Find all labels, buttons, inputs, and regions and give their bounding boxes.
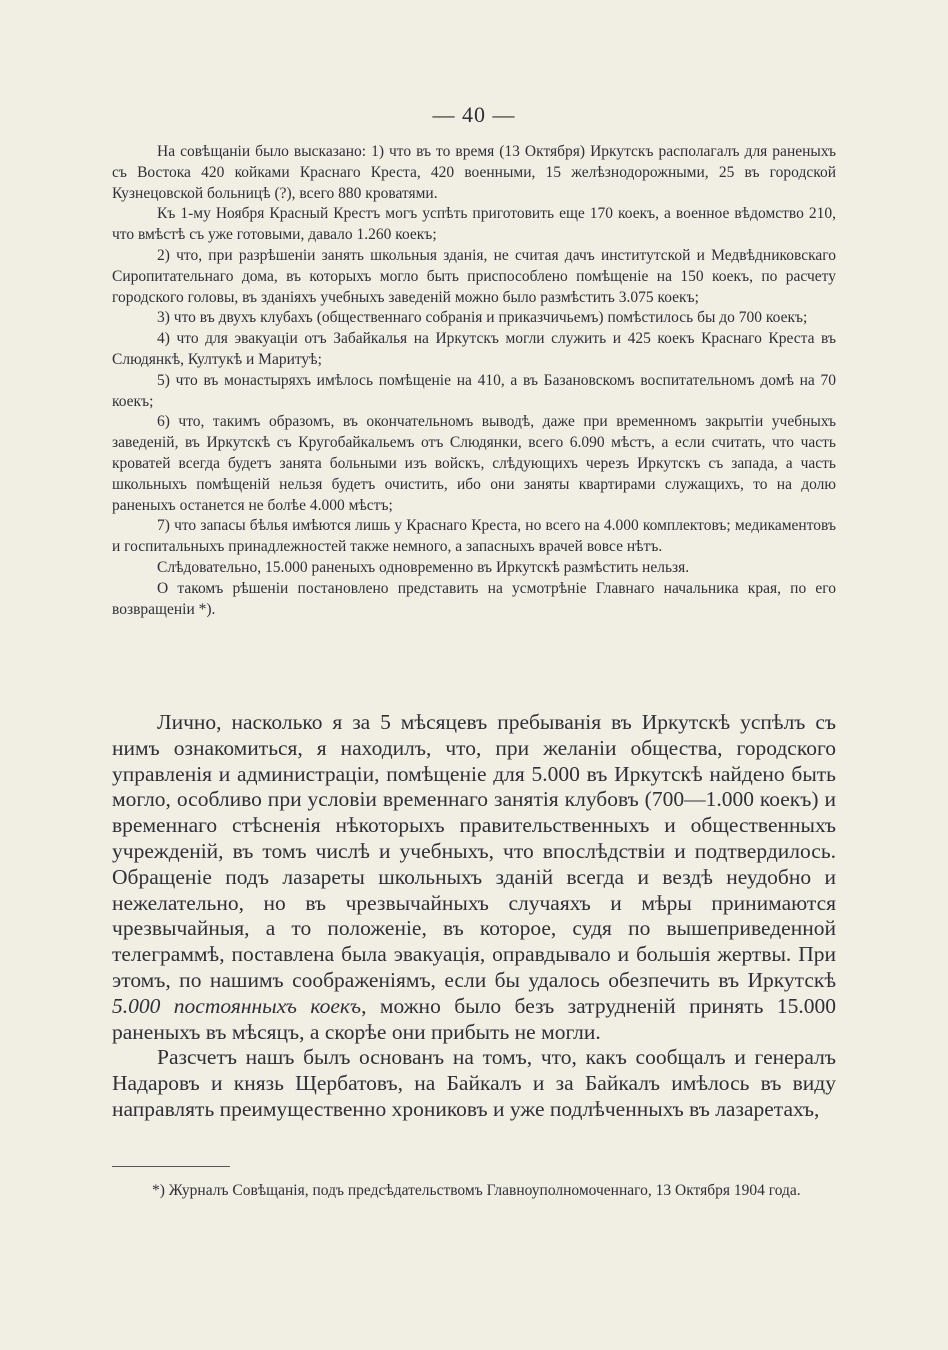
meeting-paragraph: 2) что, при разрѣшеніи занять школьныя зданія, не считая дачъ институтской и Медвѣдниковскаго Сиропитательнаго дома, въ которыхъ могло быть приспособлено помѣщеніе на 150 коекъ, по расчету городского головы, въ зданіяхъ учебныхъ заведеній можно было размѣстить 3.075 коекъ; — [112, 246, 836, 306]
meeting-paragraph: Слѣдовательно, 15.000 раненыхъ одновременно въ Иркутскѣ размѣстить нельзя. — [157, 558, 690, 576]
meeting-paragraph: 5) что въ монастыряхъ имѣлось помѣщеніе на 410, а въ Базановскомъ воспитательномъ домѣ на 70 коекъ; — [112, 371, 836, 410]
meeting-paragraph: 7) что запасы бѣлья имѣются лишь у Краснаго Креста, но всего на 4.000 комплектовъ; медикаментовъ и госпитальныхъ принадлежностей также немного, а запасныхъ врачей вовсе нѣтъ. — [112, 517, 836, 556]
main-paragraph: Разсчетъ нашъ былъ основанъ на томъ, что, какъ сообщалъ и генералъ Надаровъ и князь Щербатовъ, на Байкалъ и за Байкалъ имѣлось въ виду направлять преимущественно хрониковъ и уже подлѣченныхъ въ лазаретахъ, — [112, 1045, 836, 1121]
footnote-rule — [112, 1166, 230, 1167]
main-text-block — [112, 710, 836, 1123]
page-number: — 40 — — [432, 102, 516, 127]
meeting-summary-block — [112, 142, 836, 620]
meeting-paragraph: Къ 1-му Ноября Красный Крестъ могъ успѣть приготовить еще 170 коекъ, а военное вѣдомство 210, что вмѣстѣ съ уже готовыми, давало 1.260 коекъ; — [112, 205, 836, 244]
meeting-paragraph: На совѣщаніи было высказано: 1) что въ то время (13 Октября) Иркутскъ располагалъ для раненыхъ съ Востока 420 койками Краснаго Креста, 420 военными, 15 желѣзнодорожными, 25 въ городской Кузнецовской больницѣ (?), всего 880 кроватями. — [112, 143, 836, 202]
meeting-paragraph: О такомъ рѣшеніи постановлено представить на усмотрѣніе Главнаго начальника края, по его возвращеніи *). — [112, 579, 836, 618]
main-text-span: Лично, насколько я за 5 мѣсяцевъ пребыванія въ Иркутскѣ успѣлъ съ нимъ ознакомиться, я находилъ, что, при желаніи общества, городского управленія и администраціи, помѣщеніе для 5.000 въ Иркутскѣ найдено быть могло, особливо при условіи временнаго занятія клубовъ (700—1.000 коекъ) и временнаго стѣсненія нѣкоторыхъ правительственныхъ и общественныхъ учрежденій, въ томъ числѣ и учебныхъ, что впослѣдствіи и подтвердилось. Обращеніе подъ лазареты школьныхъ зданій всегда и вездѣ неудобно и нежелательно, но въ чрезвычайныхъ случаяхъ и мѣры принимаются чрезвычайныя, а то положеніе, въ которое, судя по вышеприведенной телеграммѣ, поставлена была эвакуація, оправдывало и большія жертвы. При этомъ, по нашимъ соображеніямъ, если бы удалось обезпечить въ Иркутскѣ — [112, 710, 836, 992]
footnote — [112, 1180, 836, 1201]
main-paragraph — [112, 710, 836, 1045]
footnote-text: *) Журналъ Совѣщанія, подъ предсѣдательствомъ Главноуполномоченнаго, 13 Октября 1904 года. — [152, 1182, 801, 1199]
meeting-paragraph: 6) что, такимъ образомъ, въ окончательномъ выводѣ, даже при временномъ закрытіи учебныхъ заведеній, въ Иркутскѣ съ Кругобайкальемъ отъ Слюдянки, всего 6.090 мѣстъ, а если считать, что часть кроватей всегда будетъ занята больными изъ войскъ, слѣдующихъ черезъ Иркутскъ съ запада, а часть школьныхъ помѣщеній нельзя будетъ очистить, ибо они заняты квартирами служащихъ, то на долю раненыхъ останется не болѣе 4.000 мѣстъ; — [112, 413, 836, 514]
emphasized-text: 5.000 постоянныхъ коекъ — [112, 993, 362, 1018]
main-text-span: , можно было безъ затрудненій принять 15.000 раненыхъ въ мѣсяцъ, а скорѣе они прибыть не могли. — [112, 993, 836, 1044]
meeting-paragraph: 4) что для эвакуаціи отъ Забайкалья на Иркутскъ могли служить и 425 коекъ Краснаго Креста въ Слюдянкѣ, Култукѣ и Маритуѣ; — [112, 330, 836, 368]
meeting-paragraph: 3) что въ двухъ клубахъ (общественнаго собранія и приказчичьемъ) помѣстилось бы до 700 коекъ; — [157, 309, 808, 327]
